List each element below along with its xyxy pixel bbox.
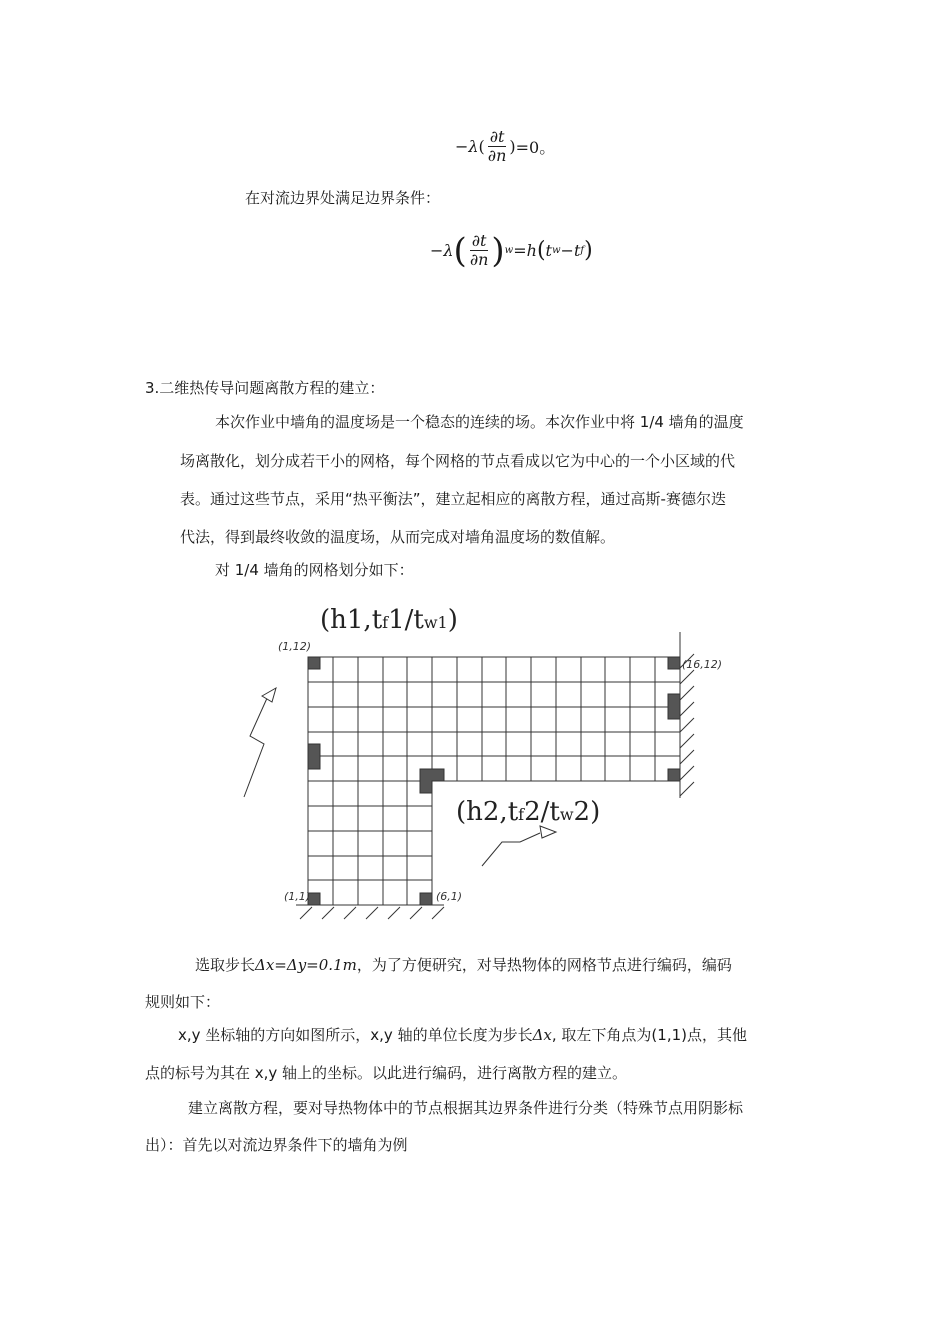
section-title: 3.二维热传导问题离散方程的建立： xyxy=(145,379,385,397)
eq2-paren-open: ( xyxy=(536,237,546,263)
eq2-paren-close: ) xyxy=(584,237,593,263)
eq1-numerator: ∂t xyxy=(489,127,505,146)
para1-line4: 代法，得到最终收敛的温度场，从而完成对墙角温度场的数值解。 xyxy=(180,528,616,546)
grid-intro: 对 1/4 墙角的网格划分如下： xyxy=(215,561,414,579)
bottom-wall-hatch xyxy=(296,905,444,919)
eq2-rparen: ) xyxy=(491,230,505,271)
para2-post: ，为了方便研究，对导热物体的网格节点进行编码，编码 xyxy=(356,956,732,974)
node-label-br: (6,1) xyxy=(436,890,463,903)
para2-line1 xyxy=(195,955,732,975)
eq1-rhs: =0。 xyxy=(515,138,556,157)
eq1-minus: − xyxy=(455,137,469,156)
para4-line2: 出）：首先以对流边界条件下的墙角为例 xyxy=(145,1136,408,1154)
eq2-sub-w: w xyxy=(504,245,514,256)
para3-post: , 取左下角点为(1,1)点，其他 xyxy=(551,1026,747,1044)
mesh-grid xyxy=(308,657,680,905)
eq1-lambda: λ xyxy=(468,137,479,156)
para2-pre: 选取步长 xyxy=(195,956,256,974)
para1-line1: 本次作业中墙角的温度场是一个稳态的连续的场。本次作业中将 1/4 墙角的温度 xyxy=(215,413,744,431)
eq2-sub-tw: w xyxy=(551,245,561,256)
eq2-minus: − xyxy=(430,241,444,260)
eq2-numerator: ∂t xyxy=(471,231,487,250)
node-label-tl: (1,12) xyxy=(278,640,312,653)
right-flux-arrow-icon xyxy=(482,826,556,866)
label-top xyxy=(320,605,458,635)
eq2-op: −t xyxy=(560,241,581,260)
left-flux-arrow-icon xyxy=(244,688,276,797)
node-label-bl: (1,1) xyxy=(284,890,311,903)
label-top-p0: (h1,t xyxy=(320,605,383,635)
eq2-denominator: ∂n xyxy=(469,250,489,269)
para3-line1 xyxy=(178,1025,747,1045)
label-mid-p1: f xyxy=(518,805,525,824)
eq2-lambda: λ xyxy=(443,241,454,260)
label-mid xyxy=(456,797,600,827)
convection-intro: 在对流边界处满足边界条件： xyxy=(245,189,441,207)
eq2-sub-tf: f xyxy=(580,245,585,256)
label-mid-p2: 2/t xyxy=(524,797,560,827)
para1-line3: 表。通过这些节点，采用“热平衡法”，建立起相应的离散方程，通过高斯-赛德尔迭 xyxy=(180,490,726,508)
label-mid-p0: (h2,t xyxy=(456,797,519,827)
label-top-p2: 1/t xyxy=(388,605,424,635)
eq1-lparen: ( xyxy=(478,137,485,156)
para2-math: Δx=Δy=0.1m xyxy=(255,956,357,974)
para2-line2: 规则如下： xyxy=(145,993,221,1011)
para3-math: Δx xyxy=(532,1026,552,1044)
eq1-rparen: ) xyxy=(509,137,516,156)
label-mid-p4: 2) xyxy=(573,797,601,827)
para3-pre: x,y 坐标轴的方向如图所示，x,y 轴的单位长度为步长 xyxy=(178,1026,533,1044)
para1-line2: 场离散化，划分成若干小的网格，每个网格的节点看成以它为中心的一个小区域的代 xyxy=(180,452,736,470)
para4-line1: 建立离散方程，要对导热物体中的节点根据其边界条件进行分类（特殊节点用阴影标 xyxy=(188,1099,744,1117)
label-top-p4: ) xyxy=(447,605,458,635)
label-top-p3: w1 xyxy=(423,613,448,632)
eq2-t: t xyxy=(545,241,552,260)
eq1-denominator: ∂n xyxy=(487,146,507,165)
eq2-rhs-h: =h xyxy=(513,241,537,260)
node-label-tr: (16,12) xyxy=(682,658,723,671)
para3-line2: 点的标号为其在 x,y 轴上的坐标。以此进行编码，进行离散方程的建立。 xyxy=(145,1064,628,1082)
right-wall-hatch xyxy=(680,632,694,798)
label-top-p1: f xyxy=(382,613,389,632)
label-mid-p3: w xyxy=(559,805,574,824)
eq2-lparen: ( xyxy=(453,230,467,271)
